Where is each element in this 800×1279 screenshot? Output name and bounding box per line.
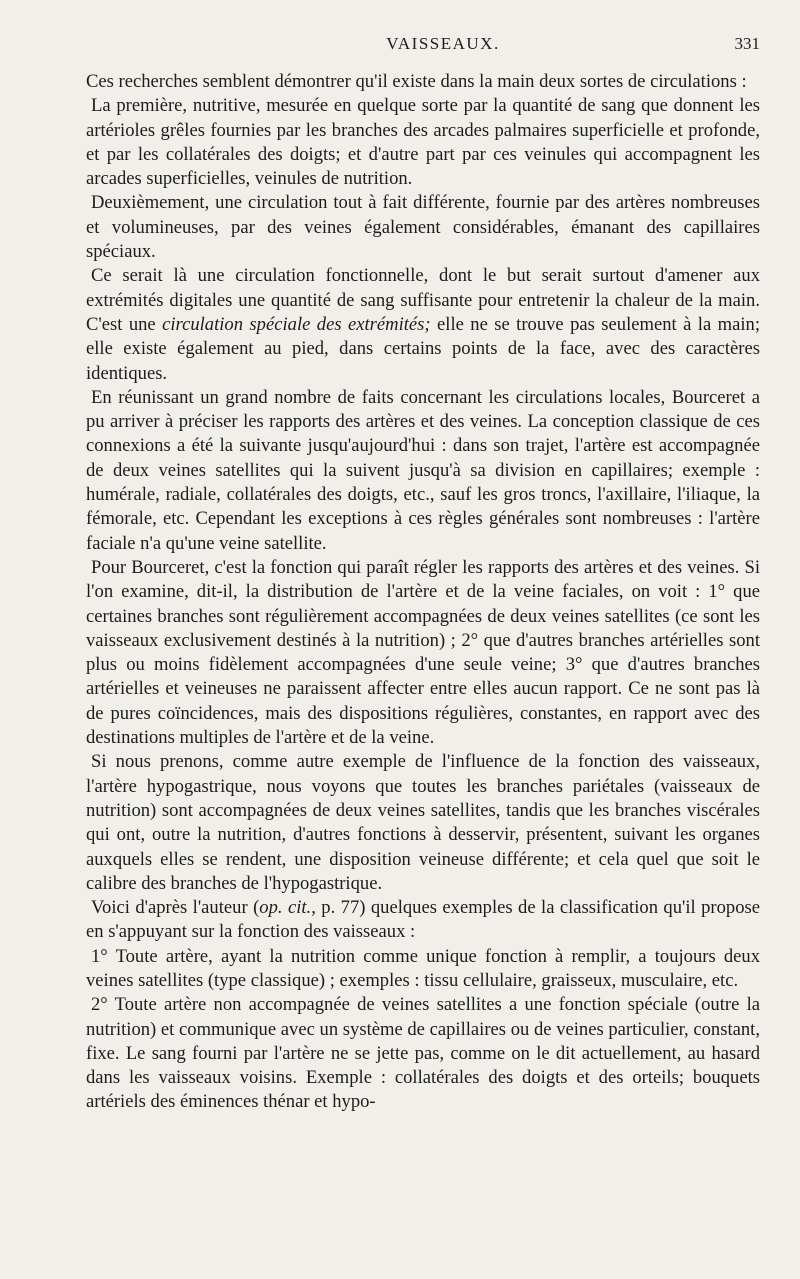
paragraph-5: En réunissant un grand nombre de faits concernant les circulations locales, Bourceret a pu arriver à préciser les rapports des artères et des veines. La conception classique de ces connexions a été la suivante jusqu'aujourd'hui : dans son trajet, l'artère est accompagnée de deux veines satellites qui la suivent jusqu'à sa division en capillaires; exemple : humérale, radiale, collatérales des doigts, etc., sauf les gros troncs, l'axillaire, l'iliaque, la fémorale, etc. Cependant les exceptions à ces règles générales sont nombreuses : l'artère faciale n'a qu'une veine satellite. <box>86 386 760 554</box>
paragraph-3: Deuxièmement, une circulation tout à fait différente, fournie par des artères nombreuses et volumineuses, par des veines également considérables, émanant des capillaires spéciaux. <box>86 192 760 263</box>
running-title: VAISSEAUX. <box>386 34 500 53</box>
paragraph-4 <box>86 264 760 385</box>
paragraph-8-italic: op. cit. <box>259 897 312 919</box>
paragraph-9: 1° Toute artère, ayant la nutrition comme unique fonction à remplir, a toujours deux veines satellites (type classique) ; exemples : tissu cellulaire, graisseux, musculaire, etc. <box>86 945 760 991</box>
paragraph-4-italic: circulation spéciale des extrémités; <box>162 313 431 335</box>
body-text <box>86 70 760 1115</box>
running-head <box>86 34 760 64</box>
paragraph-8-text-end: , p. 77) quelques exemples de la classification qu'il propose en s'appuyant sur la fonction des vaisseaux : <box>86 897 760 943</box>
paragraph-8-text: Voici d'après l'auteur ( <box>91 897 260 919</box>
paragraph-4-text: Ce serait là une circulation fonctionnelle, dont le but serait surtout d'amener aux extrémités digitales une quantité de sang suffisante pour entretenir la chaleur de la main. C'est une <box>86 265 760 335</box>
paragraph-2: La première, nutritive, mesurée en quelque sorte par la quantité de sang que donnent les artérioles grêles fournies par les branches des arcades palmaires superficielle et profonde, et par les collatérales des doigts; et d'autre part par ces veinules qui accompagnent les arcades superficielles, veinules de nutrition. <box>86 95 760 190</box>
paragraph-8 <box>86 896 760 945</box>
paragraph-4-text-end: elle ne se trouve pas seulement à la main; elle existe également au pied, dans certains points de la face, avec des caractères identiques. <box>86 313 760 384</box>
paragraph-6: Pour Bourceret, c'est la fonction qui paraît régler les rapports des artères et des veines. Si l'on examine, dit-il, la distribution de l'artère et de la veine faciales, on voit : 1° que certaines branches sont régulièrement accompagnées de deux veines satellites (ce sont les vaisseaux exclusivement destinés à la nutrition) ; 2° que d'autres branches artérielles sont plus ou moins fidèlement accompagnées d'une seule veine; 3° que d'autres branches artérielles et veineuses ne paraissent affecter entre elles aucun rapport. Ce ne sont pas là de pures coïncidences, mais des dispositions régulières, constantes, en rapport avec des destinations multiples de l'artère et de la veine. <box>86 556 760 749</box>
paragraph-10: 2° Toute artère non accompagnée de veines satellites a une fonction spéciale (outre la nutrition) et communique avec un système de capillaires ou de veines particulier, constant, fixe. Le sang fourni par l'artère ne se jette pas, comme on le dit actuellement, au hasard dans les vaisseaux voisins. Exemple : collatérales des doigts et des orteils; bouquets artériels des éminences thénar et hypo- <box>86 994 760 1113</box>
paragraph-1: Ces recherches semblent démontrer qu'il existe dans la main deux sortes de circulations : <box>86 71 747 92</box>
page-number: 331 <box>734 34 760 53</box>
paragraph-7: Si nous prenons, comme autre exemple de l'influence de la fonction des vaisseaux, l'artère hypogastrique, nous voyons que toutes les branches pariétales (vaisseaux de nutrition) sont accompagnées de deux veines satellites, tandis que les branches viscérales qui ont, outre la nutrition, d'autres fonctions à desservir, présentent, suivant les organes auxquels elles se rendent, une disposition veineuse différente; et cela quel que soit le calibre des branches de l'hypogastrique. <box>86 751 760 894</box>
